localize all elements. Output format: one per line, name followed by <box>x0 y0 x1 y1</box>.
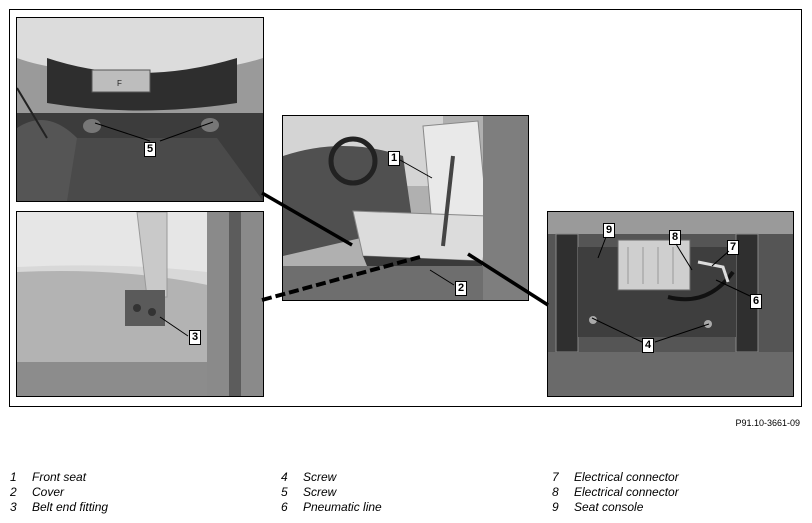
callout-2: 2 <box>455 281 467 296</box>
figure-reference-code: P91.10-3661-09 <box>735 418 800 428</box>
legend-item: 6 Pneumatic line <box>281 500 382 514</box>
callout-7: 7 <box>727 240 739 255</box>
legend-item: 7 Electrical connector <box>552 470 679 484</box>
callout-6: 6 <box>750 294 762 309</box>
callout-3: 3 <box>189 330 201 345</box>
legend-item: 8 Electrical connector <box>552 485 679 499</box>
legend-column-2 <box>281 470 382 515</box>
legend-item: 3 Belt end fitting <box>10 500 109 514</box>
callout-9: 9 <box>603 223 615 238</box>
legend-item: 9 Seat console <box>552 500 644 514</box>
legend-item: 2 Cover <box>10 485 65 499</box>
legend-item: 5 Screw <box>281 485 337 499</box>
callout-5: 5 <box>144 142 156 157</box>
legend-item: 1 Front seat <box>10 470 87 484</box>
callout-8: 8 <box>669 230 681 245</box>
cover-label-text: F <box>117 79 122 88</box>
legend-column-1 <box>10 470 108 515</box>
callout-1: 1 <box>388 151 400 166</box>
legend-column-3 <box>552 470 679 515</box>
callout-4: 4 <box>642 338 654 353</box>
legend-item: 4 Screw <box>281 470 337 484</box>
